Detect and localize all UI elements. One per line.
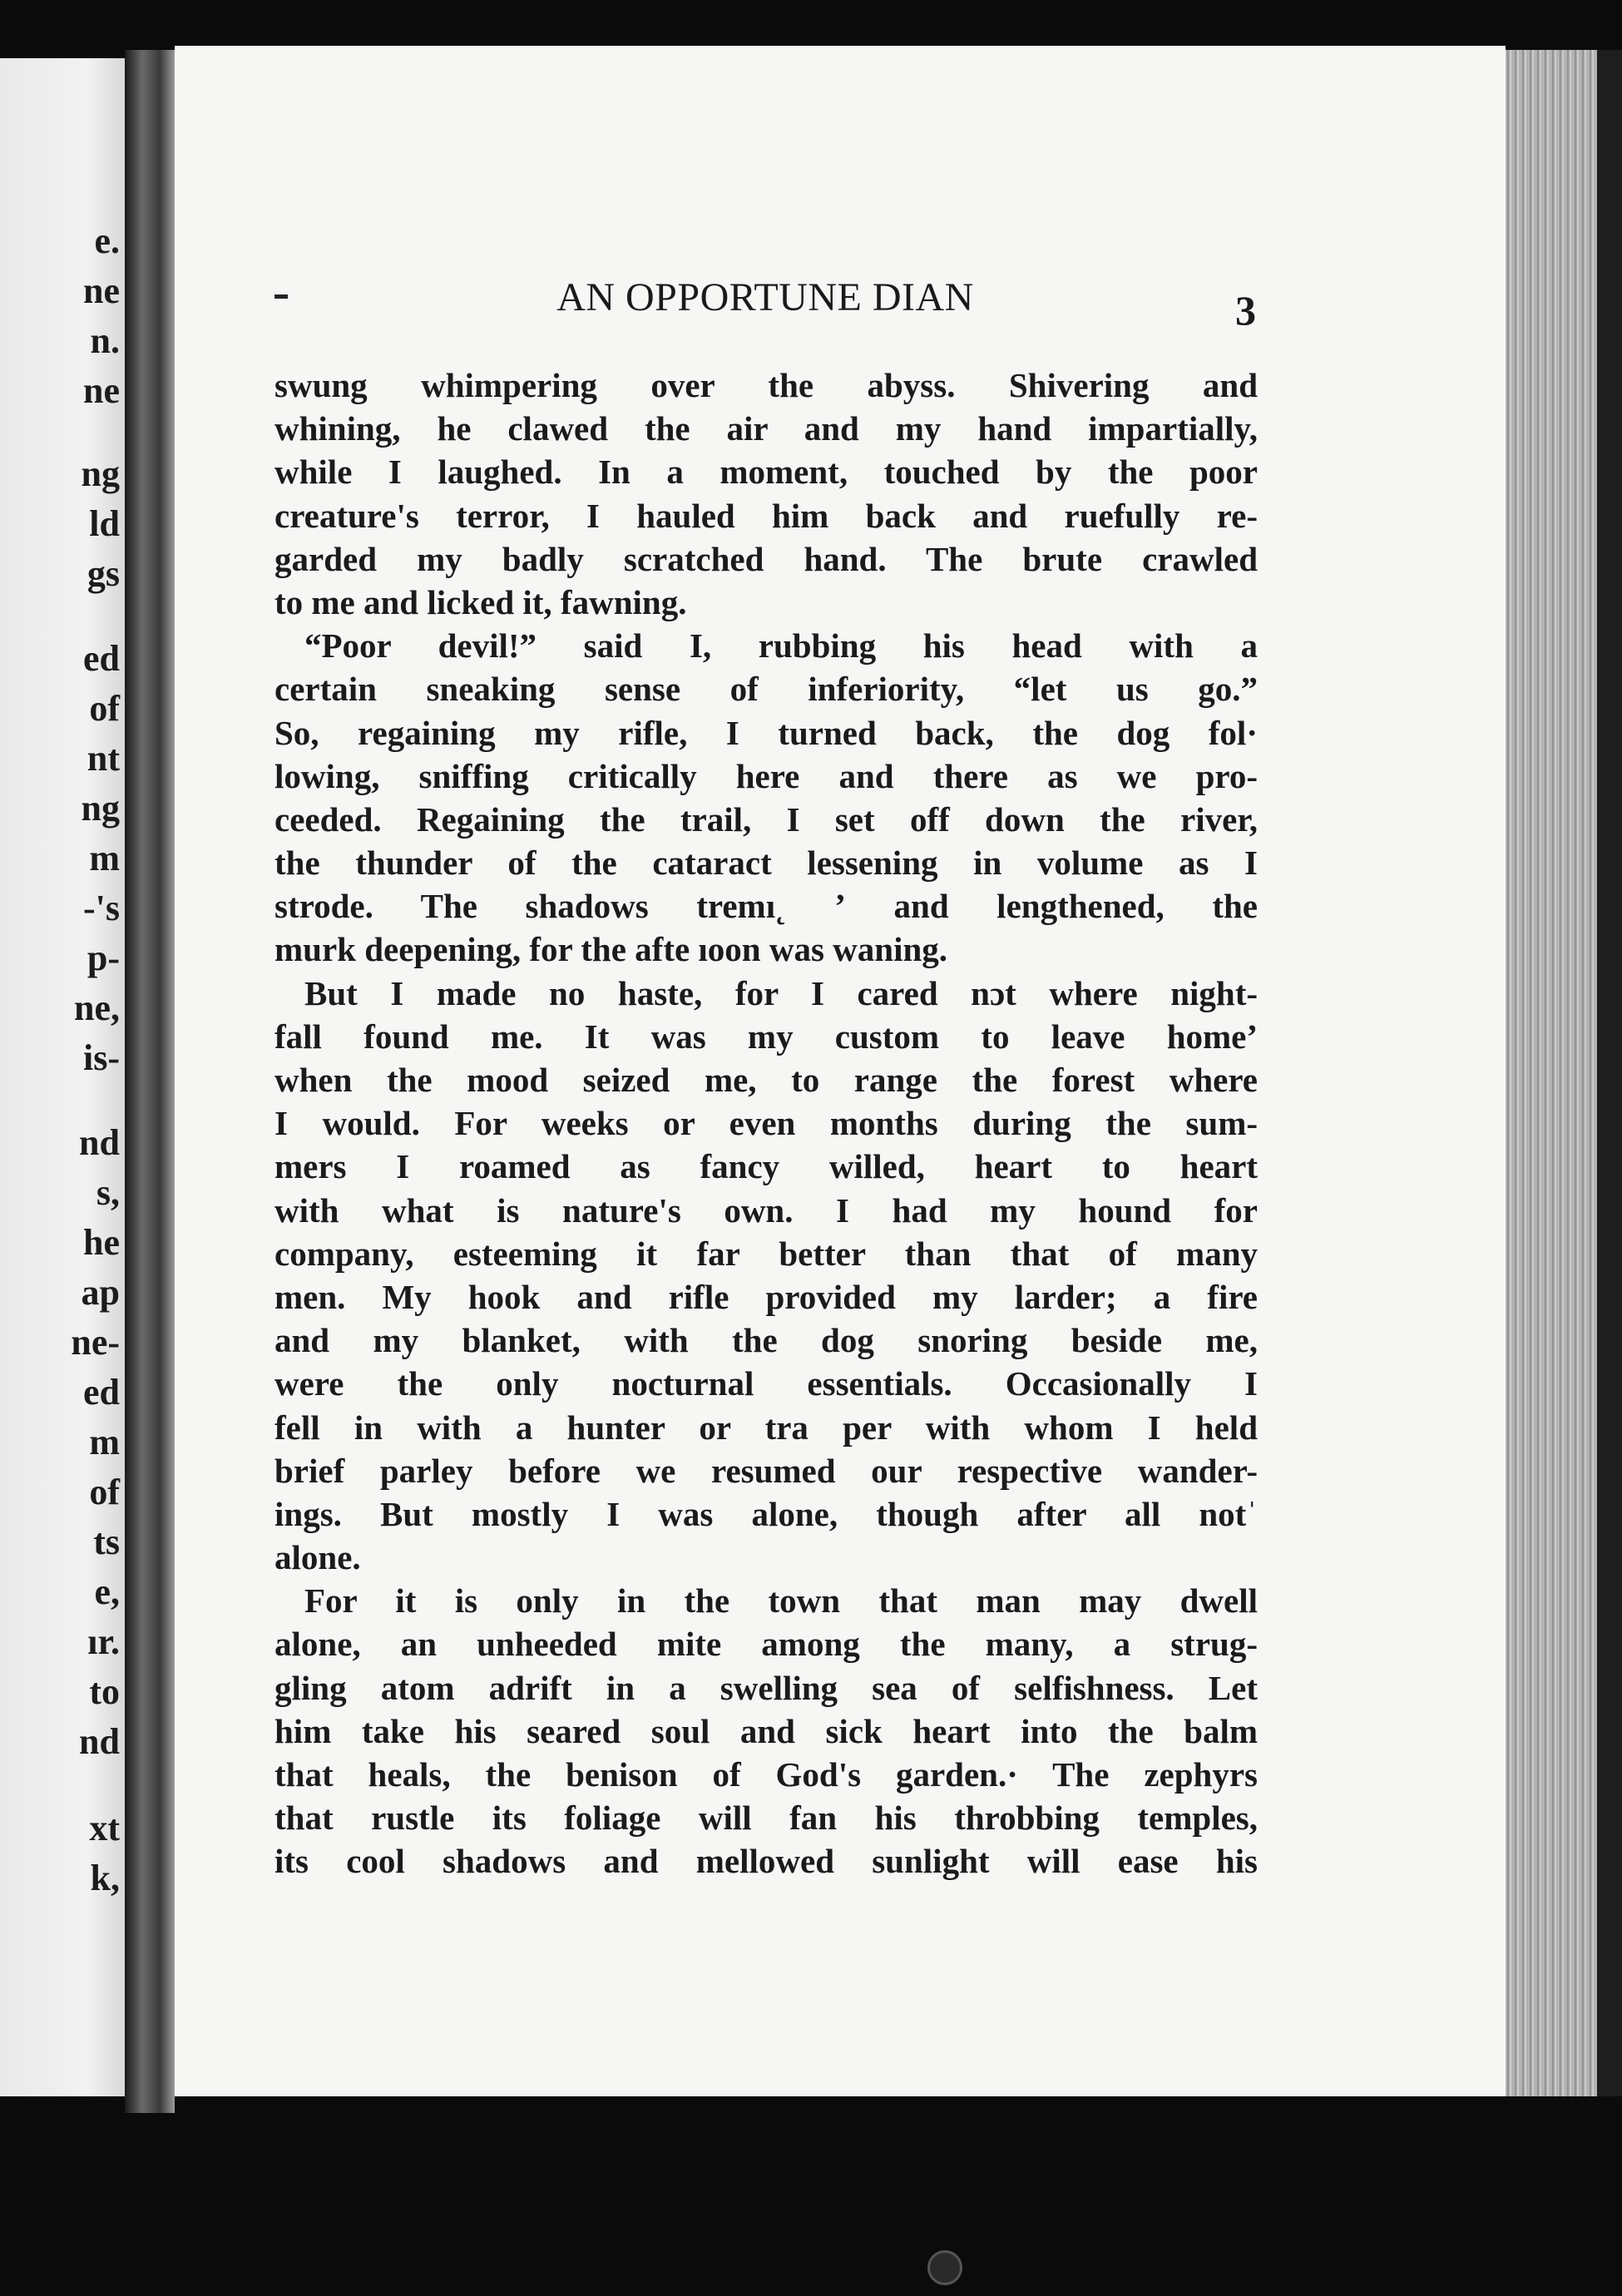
- left-page-text-fragment: nd: [79, 1721, 120, 1762]
- text-line: creature's terror, I hauled him back and ruefully re-: [274, 496, 1258, 535]
- left-page-text-fragment: ed: [83, 1372, 120, 1413]
- left-page-text-fragment: ap: [81, 1272, 120, 1313]
- left-page-text-fragment: m: [89, 838, 120, 878]
- text-line: that heals, the benison of God's garden.· The zephyrs: [274, 1755, 1258, 1794]
- text-line: certain sneaking sense of inferiority, “let us go.”: [274, 670, 1258, 709]
- left-facing-page: [0, 58, 125, 2096]
- text-line: “Poor devil!” said I, rubbing his head with a: [304, 626, 1258, 666]
- left-page-text-fragment: p-: [87, 938, 120, 978]
- running-head: [274, 271, 1256, 334]
- left-page-text-fragment: ng: [81, 788, 120, 829]
- left-page-text-fragment: of: [89, 688, 120, 729]
- left-page-text-fragment: ld: [89, 503, 120, 544]
- binding-hole-icon: [927, 2250, 962, 2285]
- text-line: gling atom adrift in a swelling sea of selfishness. Let: [274, 1668, 1258, 1707]
- left-page-text-fragment: ne-: [71, 1322, 120, 1363]
- text-line: So, regaining my rifle, I turned back, the dog fol·: [274, 713, 1258, 752]
- text-line: the thunder of the cataract lessening in volume as I: [274, 844, 1258, 883]
- text-line: ings. But mostly I was alone, though after all notˈ: [274, 1494, 1258, 1533]
- text-line: while I laughed. In a moment, touched by the poor: [274, 453, 1258, 492]
- text-line: swung whimpering over the abyss. Shivering and: [274, 366, 1258, 404]
- text-line: fell in with a hunter or tra per with whom I held: [274, 1408, 1258, 1447]
- left-page-text-fragment: ır.: [87, 1621, 120, 1662]
- left-page-text-fragment: nd: [79, 1122, 120, 1163]
- left-page-text-fragment: to: [89, 1671, 120, 1712]
- text-line: were the only nocturnal essentials. Occasionally I: [274, 1364, 1258, 1403]
- left-page-text-fragment: -'s: [83, 888, 120, 928]
- text-line: men. My hook and rifle provided my larder; a fire: [274, 1277, 1258, 1316]
- left-page-text-fragment: xt: [89, 1808, 120, 1848]
- text-line: when the mood seized me, to range the forest where: [274, 1061, 1258, 1099]
- text-line: that rustle its foliage will fan his throbbing temples,: [274, 1799, 1258, 1838]
- left-page-text-fragment: s,: [96, 1172, 120, 1213]
- text-line: mers I roamed as fancy willed, heart to heart: [274, 1147, 1258, 1186]
- text-line: strode. The shadows tremı˛ ʼ and lengthened, the: [274, 887, 1258, 926]
- left-page-text-fragment: ts: [93, 1522, 120, 1562]
- text-line: fall found me. It was my custom to leave homeʼ: [274, 1017, 1258, 1056]
- page-stack-edge: [1506, 50, 1597, 2096]
- text-line: ceeded. Regaining the trail, I set off down the river,: [274, 799, 1258, 839]
- text-line: lowing, sniffing critically here and there as we pro-: [274, 756, 1258, 795]
- text-line: its cool shadows and mellowed sunlight will ease his: [274, 1842, 1258, 1881]
- left-page-text-fragment: n.: [90, 320, 120, 361]
- left-page-text-fragment: ed: [83, 638, 120, 679]
- page-title: AN OPPORTUNE DIAN: [556, 275, 974, 319]
- left-page-text-fragment: ng: [81, 453, 120, 494]
- text-line: brief parley before we resumed our respective wander-: [274, 1451, 1258, 1490]
- left-page-text-fragment: ne: [83, 370, 120, 411]
- text-line: and my blanket, with the dog snoring beside me,: [274, 1321, 1258, 1360]
- left-page-text-fragment: k,: [90, 1858, 120, 1898]
- left-page-text-fragment: ne: [83, 270, 120, 311]
- book-gutter: [125, 50, 175, 2113]
- text-line: garded my badly scratched hand. The brute crawled: [274, 539, 1258, 578]
- page-number: 3: [1235, 287, 1256, 334]
- left-page-text-fragment: ne,: [74, 987, 120, 1028]
- text-line: to me and licked it, fawning.: [274, 582, 687, 621]
- left-page-text-fragment: gs: [87, 553, 120, 594]
- left-page-text-fragment: e.: [94, 220, 120, 261]
- left-page-text-fragment: he: [83, 1222, 120, 1263]
- left-page-text-fragment: e,: [94, 1571, 120, 1612]
- left-page-text-fragment: of: [89, 1472, 120, 1512]
- left-page-text-fragment: nt: [87, 738, 120, 779]
- body-text: [274, 364, 1258, 1883]
- left-page-text-fragment: m: [89, 1422, 120, 1462]
- text-line: him take his seared soul and sick heart into the balm: [274, 1711, 1258, 1750]
- text-line: alone.: [274, 1538, 361, 1577]
- left-page-text-fragment: is-: [83, 1037, 120, 1078]
- text-line: alone, an unheeded mite among the many, a strug-: [274, 1625, 1258, 1664]
- text-line: But I made no haste, for I cared nɔt where night-: [304, 973, 1258, 1012]
- text-line: I would. For weeks or even months during the sum-: [274, 1104, 1258, 1143]
- page-stack-shadow: [1597, 50, 1622, 2096]
- text-line: company, esteeming it far better than that of many: [274, 1234, 1258, 1273]
- text-line: whining, he clawed the air and my hand impartially,: [274, 409, 1258, 448]
- text-line: with what is nature's own. I had my hound for: [274, 1190, 1258, 1230]
- text-line: For it is only in the town that man may dwell: [304, 1581, 1258, 1621]
- text-line: murk deepening, for the afte ıoon was waning.: [274, 930, 948, 969]
